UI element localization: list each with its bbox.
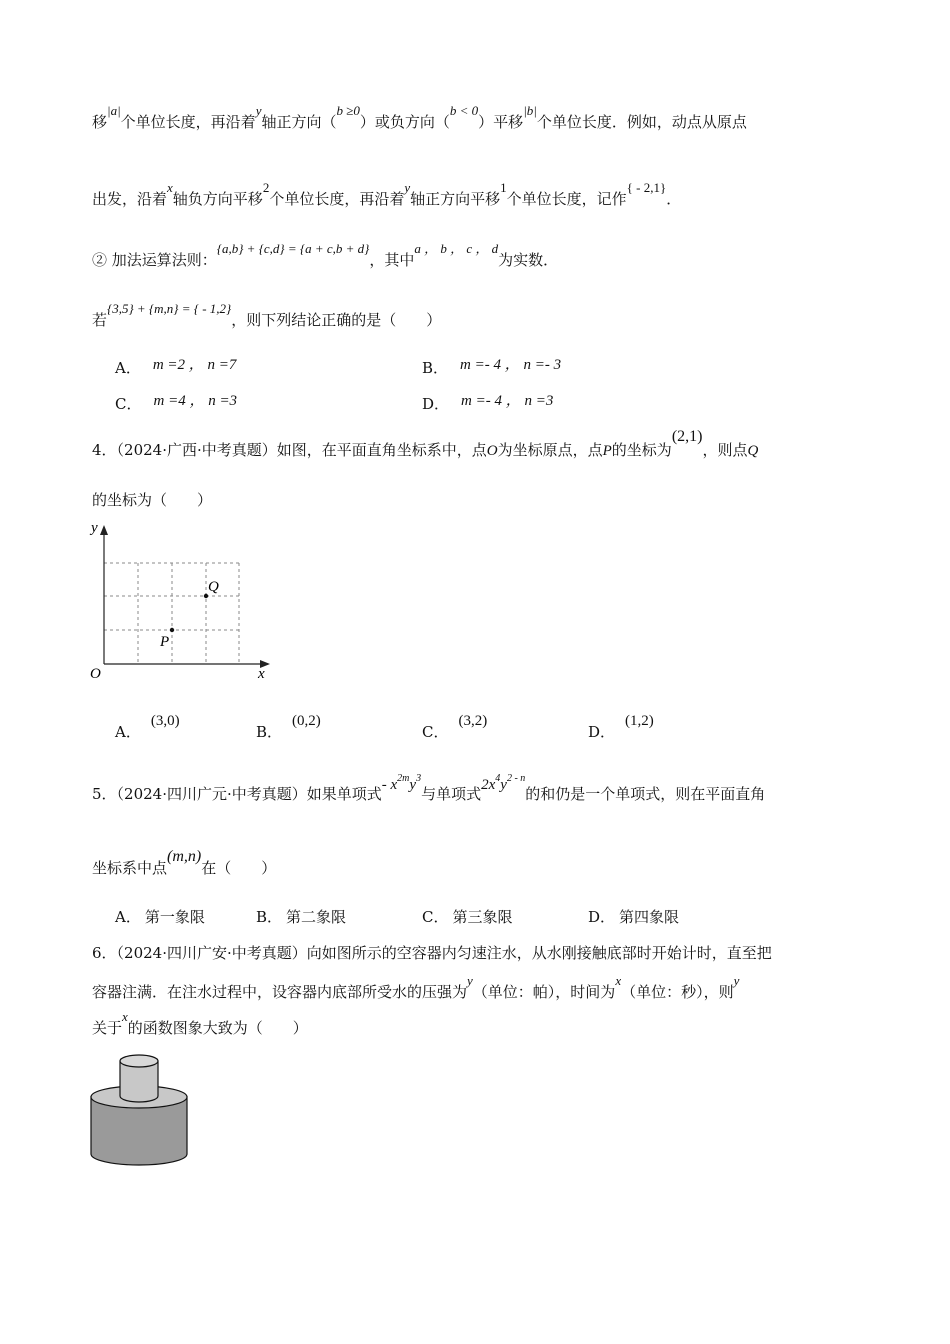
monomial-1: - $x^{2m}y^3$ — [381, 773, 422, 793]
intro-line-2: 出发，沿着x轴负方向平移2个单位长度，再沿着y轴正方向平移1个单位长度，记作{ - 2,1}． — [92, 180, 682, 208]
point-p-label: P — [160, 634, 170, 650]
question-6-stem-3: 关于x的函数图象大致为（ ） — [92, 1009, 308, 1037]
question-6-stem-2: 容器注满．在注水过程中，设容器内底部所受水的压强为y（单位：帕），时间为x（单位：秒），则y — [92, 973, 740, 1001]
q4-option-d[interactable]: D．(1,2) — [588, 713, 654, 741]
addition-rule-line: ② 加法运算法则：{a,b} + {c,d} = {a + c,b + d}，其中a ， b ， c ， d为实数． — [92, 241, 559, 269]
condition-b-neg: b < 0 — [449, 103, 479, 118]
abs-a: |a| — [107, 103, 121, 118]
real-variables: a ， b ， c ， d — [414, 241, 499, 256]
point-q-label: Q — [208, 579, 219, 595]
q5-option-a[interactable]: A． 第一象限 — [115, 908, 205, 926]
container-figure — [86, 1050, 196, 1172]
q4-option-b[interactable]: B．(0,2) — [256, 713, 321, 741]
q5-option-d[interactable]: D． 第四象限 — [588, 908, 680, 926]
q3-option-d[interactable]: D． m =- 4 ， n =3 — [422, 393, 554, 413]
question-6-stem-1: 6．（2024·四川广安·中考真题）向如图所示的空容器内匀速注水，从水刚接触底部时开始计时，直至把 — [92, 944, 772, 962]
condition-formula: {3,5} + {m,n} = { - 1,2} — [107, 301, 232, 316]
q4-option-c[interactable]: C．(3,2) — [422, 713, 488, 741]
q3-option-c[interactable]: C． m =4 ， n =3 — [115, 393, 238, 413]
question-5-stem-2: 坐标系中点(m,n)在（ ） — [92, 848, 277, 877]
addition-formula: {a,b} + {c,d} = {a + c,b + d} — [216, 241, 370, 256]
question-5-stem: 5．（2024·四川广元·中考真题）如果单项式- $x^{2m}y^3$与单项式$2x^4y^{2 - n}$的和仍是一个单项式，则在平面直角 — [92, 773, 766, 803]
y-axis-arrow-icon — [100, 525, 108, 535]
question-4-stem-2: 的坐标为（ ） — [92, 491, 213, 509]
point-mn: (m,n) — [167, 848, 202, 865]
monomial-2: $2x^4y^{2 - n}$ — [481, 773, 526, 793]
question-3-condition: 若{3,5} + {m,n} = { - 1,2}，则下列结论正确的是（ ） — [92, 301, 442, 329]
q5-option-c[interactable]: C． 第三象限 — [422, 908, 513, 926]
point-p — [170, 628, 174, 632]
example-notation: { - 2,1} — [626, 180, 667, 195]
x-axis-label: x — [258, 666, 265, 682]
point-p-coordinate: (2,1) — [671, 428, 703, 445]
coordinate-grid-figure — [88, 515, 278, 685]
q3-option-a[interactable]: A． m =2 ， n =7 — [115, 357, 237, 377]
intro-line-1: 移|a|个单位长度，再沿着y轴正方向（b ≥0）或负方向（b < 0）平移|b|个单位长度．例如，动点从原点 — [92, 103, 747, 131]
abs-b: |b| — [523, 103, 537, 118]
q4-option-a[interactable]: A．(3,0) — [115, 713, 180, 741]
small-cylinder-top — [120, 1055, 158, 1067]
condition-b-nonneg: b ≥0 — [336, 103, 360, 118]
origin-label: O — [90, 666, 101, 682]
q5-option-b[interactable]: B． 第二象限 — [256, 908, 347, 926]
y-axis-label: y — [91, 520, 98, 536]
question-4-stem: 4．（2024·广西·中考真题）如图，在平面直角坐标系中，点O为坐标原点，点P的坐标为(2,1)，则点Q — [92, 428, 759, 459]
q3-option-b[interactable]: B． m =- 4 ， n =- 3 — [422, 357, 562, 377]
